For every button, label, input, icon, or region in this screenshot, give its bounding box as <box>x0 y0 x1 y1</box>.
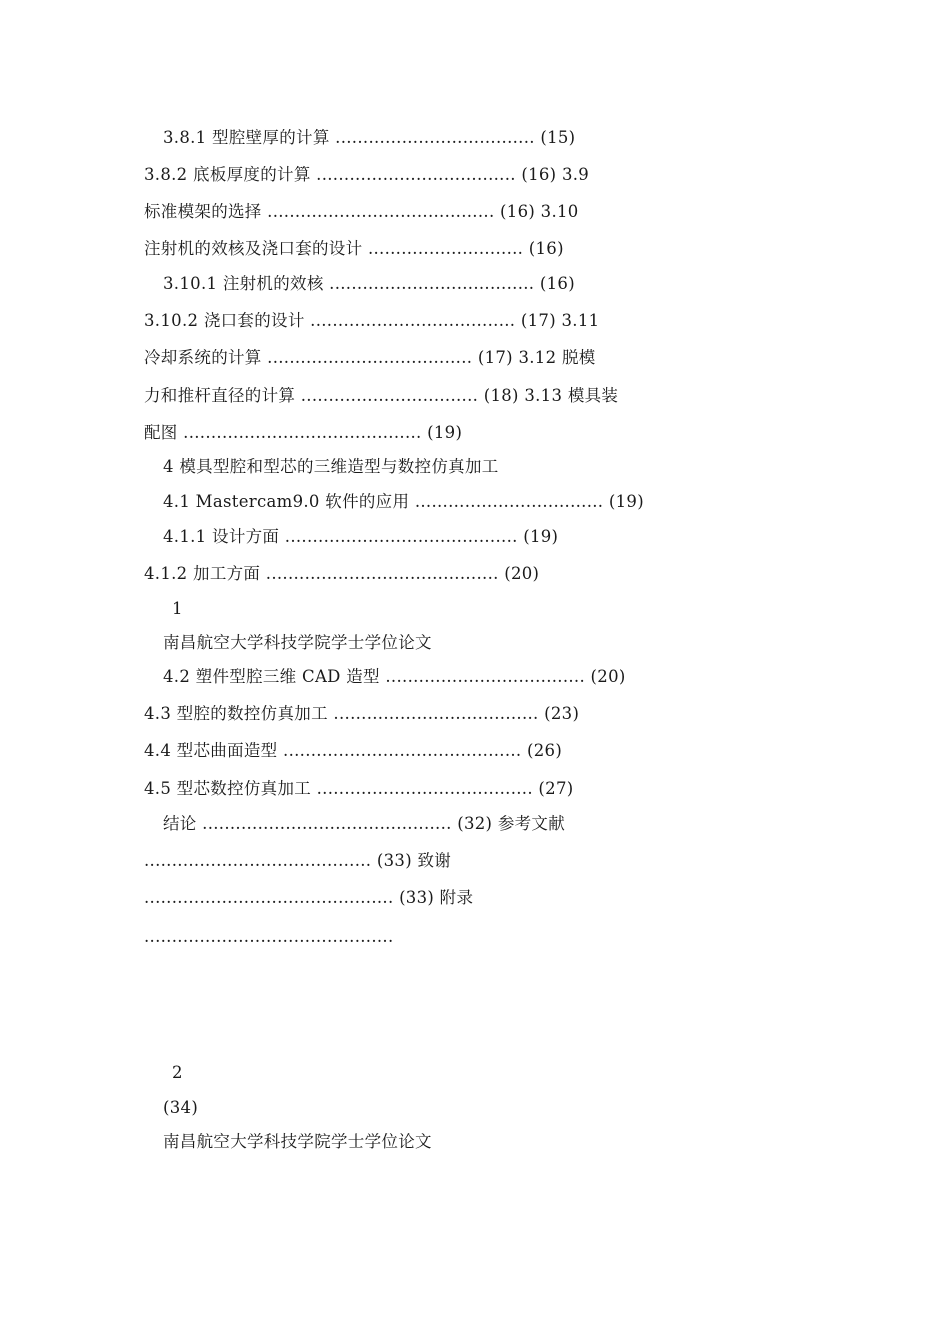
toc-entry: 4.1.1 设计方面 .......................................... (19) <box>163 527 559 546</box>
toc-entry: 冷却系统的计算 ..................................... (17) 3.12 脱模 <box>144 348 596 367</box>
toc-entry: 4.2 塑件型腔三维 CAD 造型 .................................... (20) <box>163 667 626 686</box>
toc-entry: ............................................. <box>144 927 394 946</box>
toc-entry: 3.10.1 注射机的效核 ..................................... (16) <box>163 274 575 293</box>
toc-chapter-heading: 4 模具型腔和型芯的三维造型与数控仿真加工 <box>163 457 499 476</box>
page-number: 2 <box>172 1063 183 1082</box>
toc-entry: 4.1.2 加工方面 .......................................... (20) <box>144 564 540 583</box>
toc-entry: 3.8.1 型腔壁厚的计算 .................................... (15) <box>163 128 576 147</box>
page-number: 1 <box>172 599 183 618</box>
toc-entry: 标准模架的选择 ......................................... (16) 3.10 <box>144 202 579 221</box>
toc-entry: 4.1 Mastercam9.0 软件的应用 .................................. (19) <box>163 492 644 511</box>
toc-entry: 力和推杆直径的计算 ................................ (18) 3.13 模具装 <box>144 386 619 405</box>
toc-entry: 注射机的效核及浇口套的设计 ............................ (16) <box>144 239 564 258</box>
toc-entry: 结论 ............................................. (32) 参考文献 <box>163 814 566 833</box>
toc-entry: 4.3 型腔的数控仿真加工 ..................................... (23) <box>144 704 580 723</box>
toc-entry: 3.10.2 浇口套的设计 ..................................... (17) 3.11 <box>144 311 600 330</box>
page-reference: (34) <box>163 1098 199 1117</box>
running-header: 南昌航空大学科技学院学士学位论文 <box>163 633 432 652</box>
running-header: 南昌航空大学科技学院学士学位论文 <box>163 1132 432 1151</box>
toc-entry: 配图 ........................................... (19) <box>144 423 463 442</box>
toc-entry: 4.4 型芯曲面造型 ........................................... (26) <box>144 741 563 760</box>
toc-entry: 3.8.2 底板厚度的计算 .................................... (16) 3.9 <box>144 165 590 184</box>
toc-entry: 4.5 型芯数控仿真加工 ....................................... (27) <box>144 779 574 798</box>
toc-entry: ............................................. (33) 附录 <box>144 888 474 907</box>
toc-entry: ......................................... (33) 致谢 <box>144 851 452 870</box>
